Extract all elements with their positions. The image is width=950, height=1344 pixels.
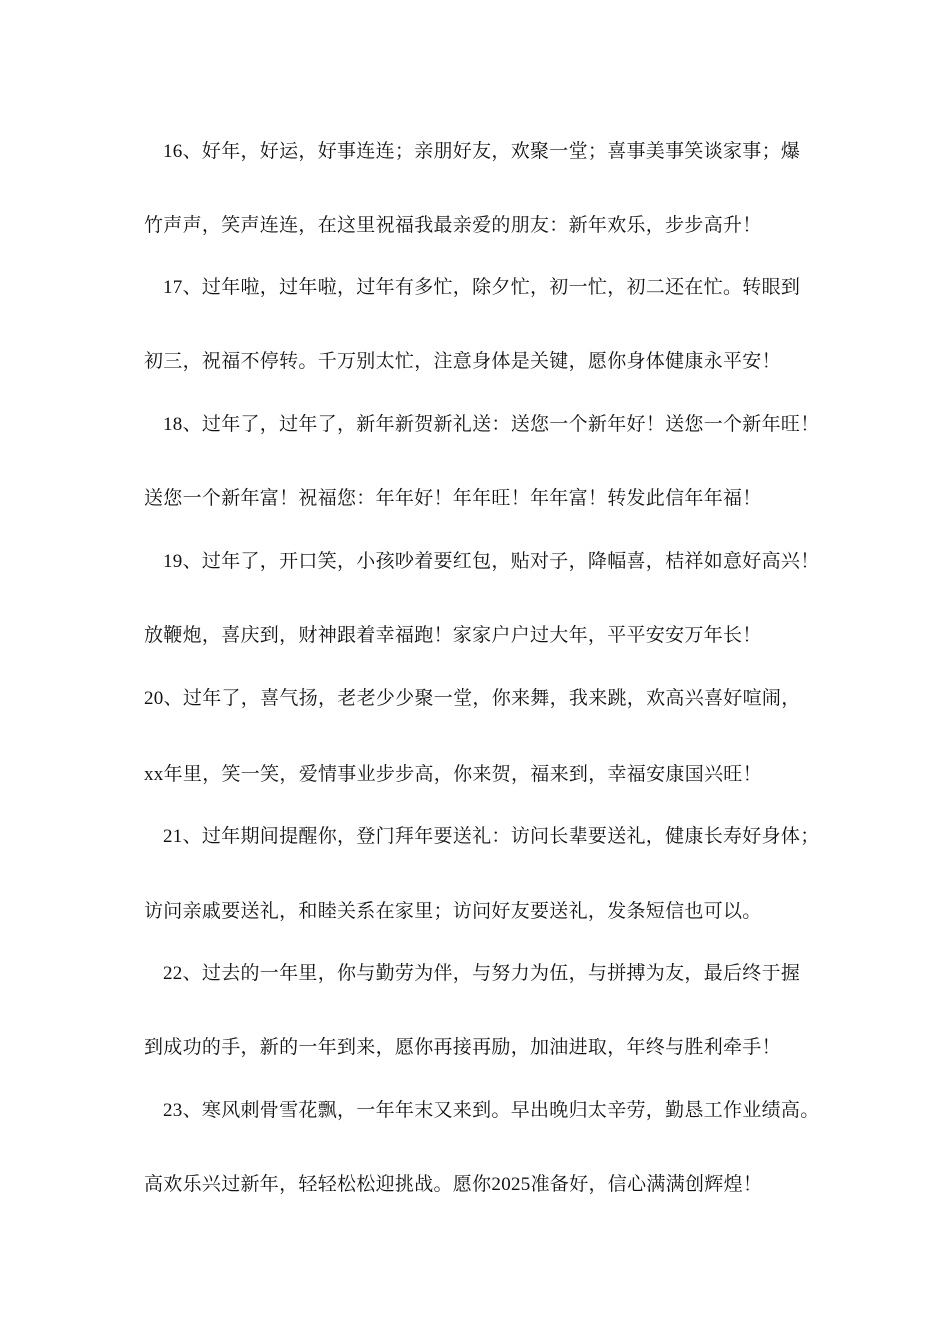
paragraph-text: 、过年了，过年了，新年新贺新礼送：送您一个新年好！送您一个新年旺！: [182, 413, 820, 435]
paragraph-18-line-2: 送您一个新年富！祝福您：年年好！年年旺！年年富！转发此信年年福！: [144, 487, 762, 509]
paragraph-text: 准备好，信心满满创辉煌！: [530, 1173, 763, 1195]
paragraph-20-line-1: [144, 685, 824, 712]
paragraph-number: 21: [163, 826, 183, 847]
paragraph-23-line-2: [144, 1171, 824, 1198]
paragraph-text: 、寒风刺骨雪花飘，一年年末又来到。早出晚归太辛劳，勤恳工作业绩高。: [182, 1099, 820, 1121]
paragraph-22-line-1: [163, 960, 843, 987]
paragraph-text: 、过年了，喜气扬，老老少少聚一堂，你来舞，我来跳，欢高兴喜好喧闹，: [163, 687, 801, 709]
paragraph-number: 18: [163, 414, 183, 435]
paragraph-17-line-1: [163, 274, 843, 301]
paragraph-20-line-2: [144, 761, 824, 788]
paragraph-prefix: xx: [144, 764, 164, 785]
paragraph-22-line-2: 到成功的手，新的一年到来，愿你再接再励，加油进取，年终与胜利牵手！: [144, 1036, 781, 1058]
paragraph-23-line-1: [163, 1097, 843, 1124]
paragraph-21-line-1: [163, 823, 843, 850]
paragraph-16-line-1: [163, 138, 843, 165]
paragraph-text: 、过年了，开口笑，小孩吵着要红包，贴对子，降幅喜，桔祥如意好高兴！: [182, 550, 820, 572]
paragraph-18-line-1: [163, 411, 843, 438]
paragraph-number: 22: [163, 963, 183, 984]
paragraph-number: 17: [163, 277, 183, 298]
paragraph-21-line-2: 访问亲戚要送礼，和睦关系在家里；访问好友要送礼，发条短信也可以。: [144, 900, 762, 922]
paragraph-number: 23: [163, 1100, 183, 1121]
paragraph-text: 、好年，好运，好事连连；亲朋好友，欢聚一堂；喜事美事笑谈家事；爆: [182, 140, 801, 162]
paragraph-16-line-2: 竹声声，笑声连连，在这里祝福我最亲爱的朋友：新年欢乐，步步高升！: [144, 214, 762, 236]
paragraph-17-line-2: 初三，祝福不停转。千万别太忙，注意身体是关键，愿你身体健康永平安！: [144, 350, 781, 372]
paragraph-19-line-2: 放鞭炮，喜庆到，财神跟着幸福跑！家家户户过大年，平平安安万年长！: [144, 624, 762, 646]
paragraph-text: 年里，笑一笑，爱情事业步步高，你来贺，福来到，幸福安康国兴旺！: [163, 763, 762, 785]
paragraph-text: 高欢乐兴过新年，轻轻松松迎挑战。愿你: [144, 1173, 492, 1195]
paragraph-text: 、过年期间提醒你，登门拜年要送礼：访问长辈要送礼，健康长寿好身体；: [182, 825, 820, 847]
paragraph-number: 20: [144, 688, 164, 709]
paragraph-text: 、过去的一年里，你与勤劳为伴，与努力为伍，与拼搏为友，最后终于握: [182, 962, 801, 984]
year-number: 2025: [491, 1174, 531, 1195]
paragraph-number: 19: [163, 551, 183, 572]
paragraph-text: 、过年啦，过年啦，过年有多忙，除夕忙，初一忙，初二还在忙。转眼到: [182, 276, 801, 298]
paragraph-19-line-1: [163, 548, 843, 575]
paragraph-number: 16: [163, 141, 183, 162]
